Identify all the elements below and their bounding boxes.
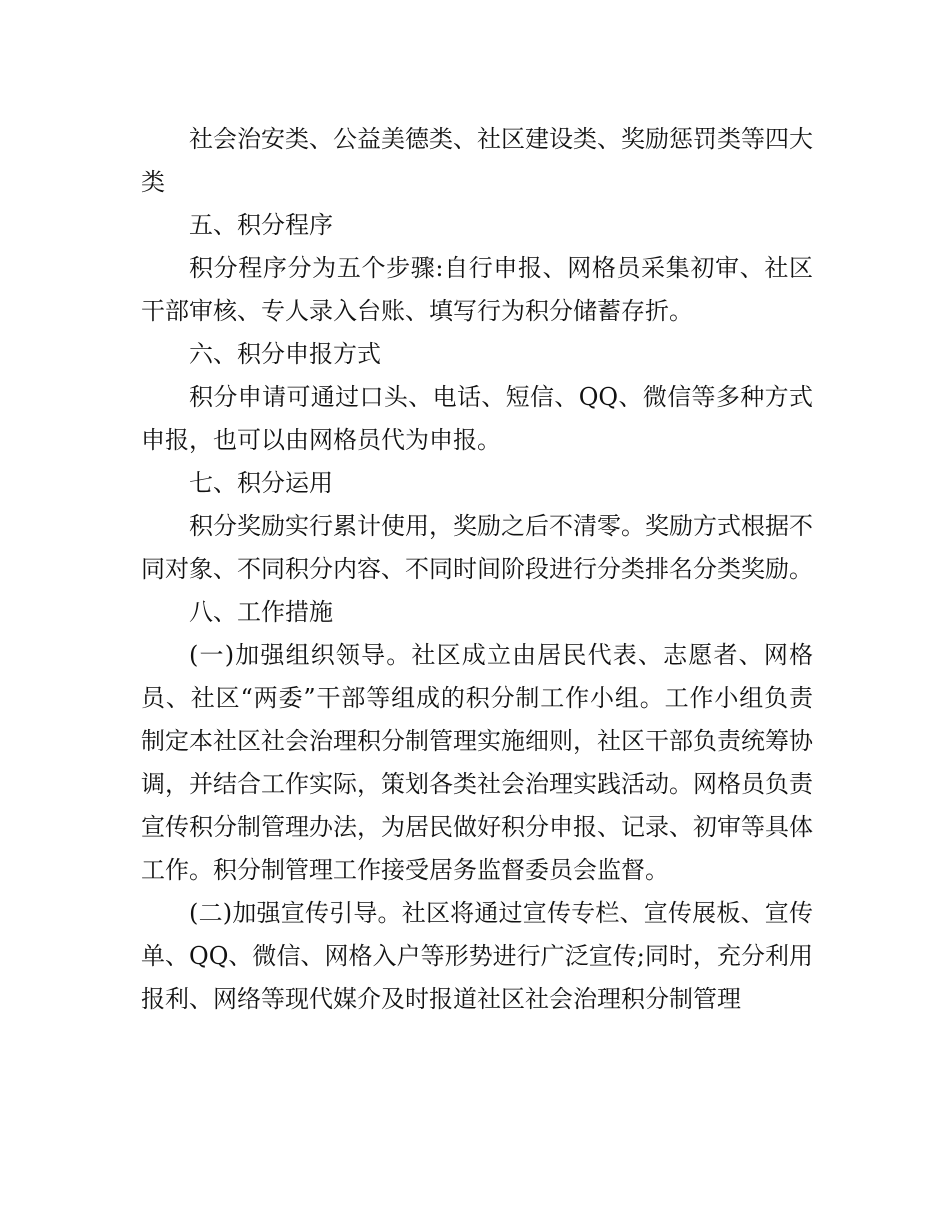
heading-section-5: 五、积分程序 (189, 211, 333, 239)
heading-section-6: 六、积分申报方式 (189, 340, 381, 368)
paragraph-publicity-guidance: (二)加强宣传引导。社区将通过宣传专栏、宣传展板、宣传单、QQ、微信、网格入户等形势进行广泛宣传;同时，充分利用报利、网络等现代媒介及时报道社区社会治理积分制管理 (141, 899, 813, 1013)
paragraph-categories: 社会治安类、公益美德类、社区建设类、奖励惩罚类等四大类 (141, 125, 813, 196)
paragraph-application-methods: 积分申请可通过口头、电话、短信、QQ、微信等多种方式申报，也可以由网格员代为申报。 (141, 383, 813, 454)
heading-section-7: 七、积分运用 (189, 469, 333, 497)
paragraph-organization-leadership: (一)加强组织领导。社区成立由居民代表、志愿者、网格员、社区“两委”干部等组成的积分制工作小组。工作小组负责制定本社区社会治理积分制管理实施细则，社区干部负责统筹协调，并结合工作实际，策划各类社会治理实践活动。网格员负责宣传积分制管理办法，为居民做好积分申报、记录、初审等具体工作。积分制管理工作接受居务监督委员会监督。 (141, 641, 813, 884)
heading-section-8: 八、工作措施 (189, 598, 333, 626)
paragraph-points-procedure: 积分程序分为五个步骤:自行申报、网格员采集初审、社区干部审核、专人录入台账、填写行为积分储蓄存折。 (141, 254, 813, 325)
paragraph-points-usage: 积分奖励实行累计使用，奖励之后不清零。奖励方式根据不同对象、不同积分内容、不同时间阶段进行分类排名分类奖励。 (141, 512, 813, 583)
document-body (141, 118, 813, 1021)
